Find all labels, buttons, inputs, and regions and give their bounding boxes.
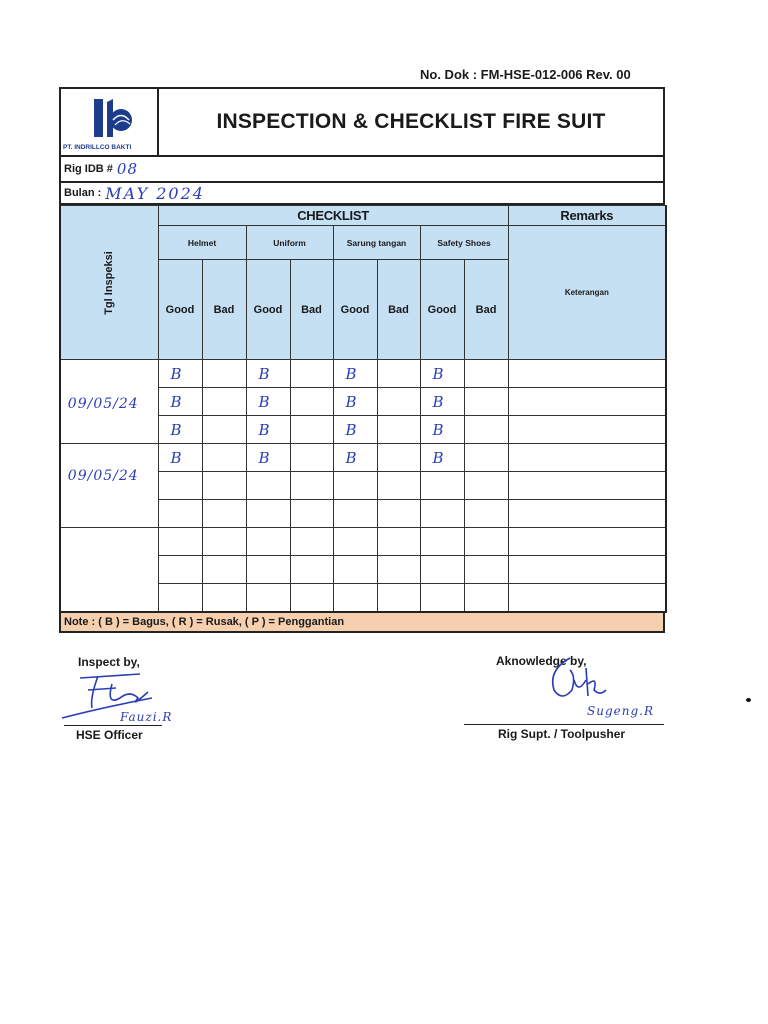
- check-cell: B: [158, 360, 202, 388]
- inspector-role: HSE Officer: [76, 728, 143, 742]
- supervisor-name: Sugeng.R: [587, 704, 654, 718]
- form-title: INSPECTION & CHECKLIST FIRE SUIT: [216, 110, 606, 133]
- check-cell: [290, 444, 333, 472]
- check-cell: [333, 584, 377, 612]
- check-cell: [290, 472, 333, 500]
- company-logo: [61, 89, 159, 155]
- check-cell: [158, 500, 202, 528]
- bad-header: Bad: [377, 260, 420, 360]
- check-cell: [464, 444, 508, 472]
- document-number: No. Dok : FM-HSE-012-006 Rev. 00: [420, 67, 631, 82]
- check-cell: [290, 556, 333, 584]
- check-cell: [420, 528, 464, 556]
- check-cell: [464, 416, 508, 444]
- table-row: [60, 360, 666, 388]
- check-cell: [377, 360, 420, 388]
- check-cell: [464, 472, 508, 500]
- remarks-cell: [508, 472, 666, 500]
- check-cell: [420, 472, 464, 500]
- check-cell: [158, 528, 202, 556]
- rig-row: [59, 157, 665, 183]
- check-cell: [202, 360, 246, 388]
- checklist-table: [59, 205, 667, 613]
- check-cell: [202, 444, 246, 472]
- legend-note: Note : ( B ) = Bagus, ( R ) = Rusak, ( P ) = Penggantian: [59, 613, 665, 633]
- inspector-name: Fauzi.R: [120, 710, 173, 724]
- date-header: Tgl Inspeksi: [60, 206, 158, 360]
- bad-header: Bad: [290, 260, 333, 360]
- check-cell: [290, 584, 333, 612]
- check-cell: [377, 584, 420, 612]
- checklist-header: CHECKLIST: [158, 206, 508, 226]
- month-value: MAY 2024: [105, 183, 205, 203]
- check-cell: [202, 528, 246, 556]
- remarks-cell: [508, 528, 666, 556]
- bad-header: Bad: [464, 260, 508, 360]
- supervisor-role: Rig Supt. / Toolpusher: [498, 727, 626, 741]
- check-cell: [377, 528, 420, 556]
- check-cell: [158, 584, 202, 612]
- check-cell: B: [420, 416, 464, 444]
- table-row: [60, 444, 666, 472]
- good-header: Good: [158, 260, 202, 360]
- inspection-date: [60, 528, 158, 612]
- acknowledge-by-label: Aknowledge by,: [496, 654, 587, 668]
- remarks-cell: [508, 584, 666, 612]
- remarks-cell: [508, 416, 666, 444]
- inspection-date: 09/05/24: [60, 360, 158, 444]
- check-cell: [464, 360, 508, 388]
- scan-speck: [746, 698, 751, 702]
- supervisor-signature-line: [464, 724, 664, 725]
- check-cell: B: [158, 416, 202, 444]
- item-safety-shoes: Safety Shoes: [420, 226, 508, 260]
- inspect-by-label: Inspect by,: [78, 655, 140, 669]
- check-cell: [377, 444, 420, 472]
- item-sarung-tangan: Sarung tangan: [333, 226, 420, 260]
- check-cell: B: [246, 360, 290, 388]
- check-cell: [290, 388, 333, 416]
- check-cell: [464, 500, 508, 528]
- check-cell: [202, 556, 246, 584]
- check-cell: [377, 416, 420, 444]
- check-cell: [464, 528, 508, 556]
- check-cell: [377, 388, 420, 416]
- check-cell: B: [420, 444, 464, 472]
- bad-header: Bad: [202, 260, 246, 360]
- company-logo-icon: [91, 97, 133, 139]
- check-cell: [420, 584, 464, 612]
- remarks-header: Remarks: [508, 206, 666, 226]
- form-header: [59, 87, 665, 157]
- check-cell: B: [246, 388, 290, 416]
- check-cell: [202, 500, 246, 528]
- supervisor-signature: [540, 650, 610, 710]
- check-cell: [202, 584, 246, 612]
- rig-value: 08: [116, 160, 138, 178]
- check-cell: [464, 556, 508, 584]
- remarks-cell: [508, 388, 666, 416]
- remarks-cell: [508, 500, 666, 528]
- checklist-form: [59, 87, 665, 633]
- inspection-date: 09/05/24: [60, 444, 158, 528]
- check-cell: [377, 500, 420, 528]
- check-cell: [290, 416, 333, 444]
- check-cell: [420, 556, 464, 584]
- check-cell: [202, 388, 246, 416]
- check-cell: [464, 388, 508, 416]
- check-cell: B: [158, 388, 202, 416]
- table-row: [60, 528, 666, 556]
- item-uniform: Uniform: [246, 226, 333, 260]
- check-cell: B: [333, 444, 377, 472]
- check-cell: [464, 584, 508, 612]
- check-cell: [202, 416, 246, 444]
- month-row: [59, 183, 665, 205]
- check-cell: [290, 500, 333, 528]
- check-cell: [420, 500, 464, 528]
- check-cell: B: [333, 360, 377, 388]
- check-cell: [290, 528, 333, 556]
- remarks-cell: [508, 444, 666, 472]
- check-cell: [158, 556, 202, 584]
- check-cell: [246, 500, 290, 528]
- checklist-body: [60, 360, 666, 612]
- check-cell: B: [333, 416, 377, 444]
- check-cell: [377, 472, 420, 500]
- check-cell: B: [158, 444, 202, 472]
- good-header: Good: [420, 260, 464, 360]
- check-cell: B: [420, 388, 464, 416]
- remarks-cell: [508, 556, 666, 584]
- month-label: Bulan :: [64, 187, 102, 199]
- good-header: Good: [333, 260, 377, 360]
- check-cell: [246, 556, 290, 584]
- check-cell: [246, 528, 290, 556]
- check-cell: B: [420, 360, 464, 388]
- check-cell: [246, 472, 290, 500]
- check-cell: [246, 584, 290, 612]
- check-cell: [202, 472, 246, 500]
- company-name: PT. INDRILLCO BAKTI: [63, 144, 132, 151]
- check-cell: [333, 500, 377, 528]
- good-header: Good: [246, 260, 290, 360]
- check-cell: [290, 360, 333, 388]
- rig-label: Rig IDB #: [64, 163, 113, 175]
- inspector-signature-line: [64, 725, 162, 726]
- item-helmet: Helmet: [158, 226, 246, 260]
- remarks-cell: [508, 360, 666, 388]
- remarks-subheader: Keterangan: [508, 226, 666, 360]
- check-cell: B: [333, 388, 377, 416]
- check-cell: [377, 556, 420, 584]
- check-cell: B: [246, 444, 290, 472]
- check-cell: B: [246, 416, 290, 444]
- check-cell: [333, 472, 377, 500]
- check-cell: [158, 472, 202, 500]
- check-cell: [333, 528, 377, 556]
- check-cell: [333, 556, 377, 584]
